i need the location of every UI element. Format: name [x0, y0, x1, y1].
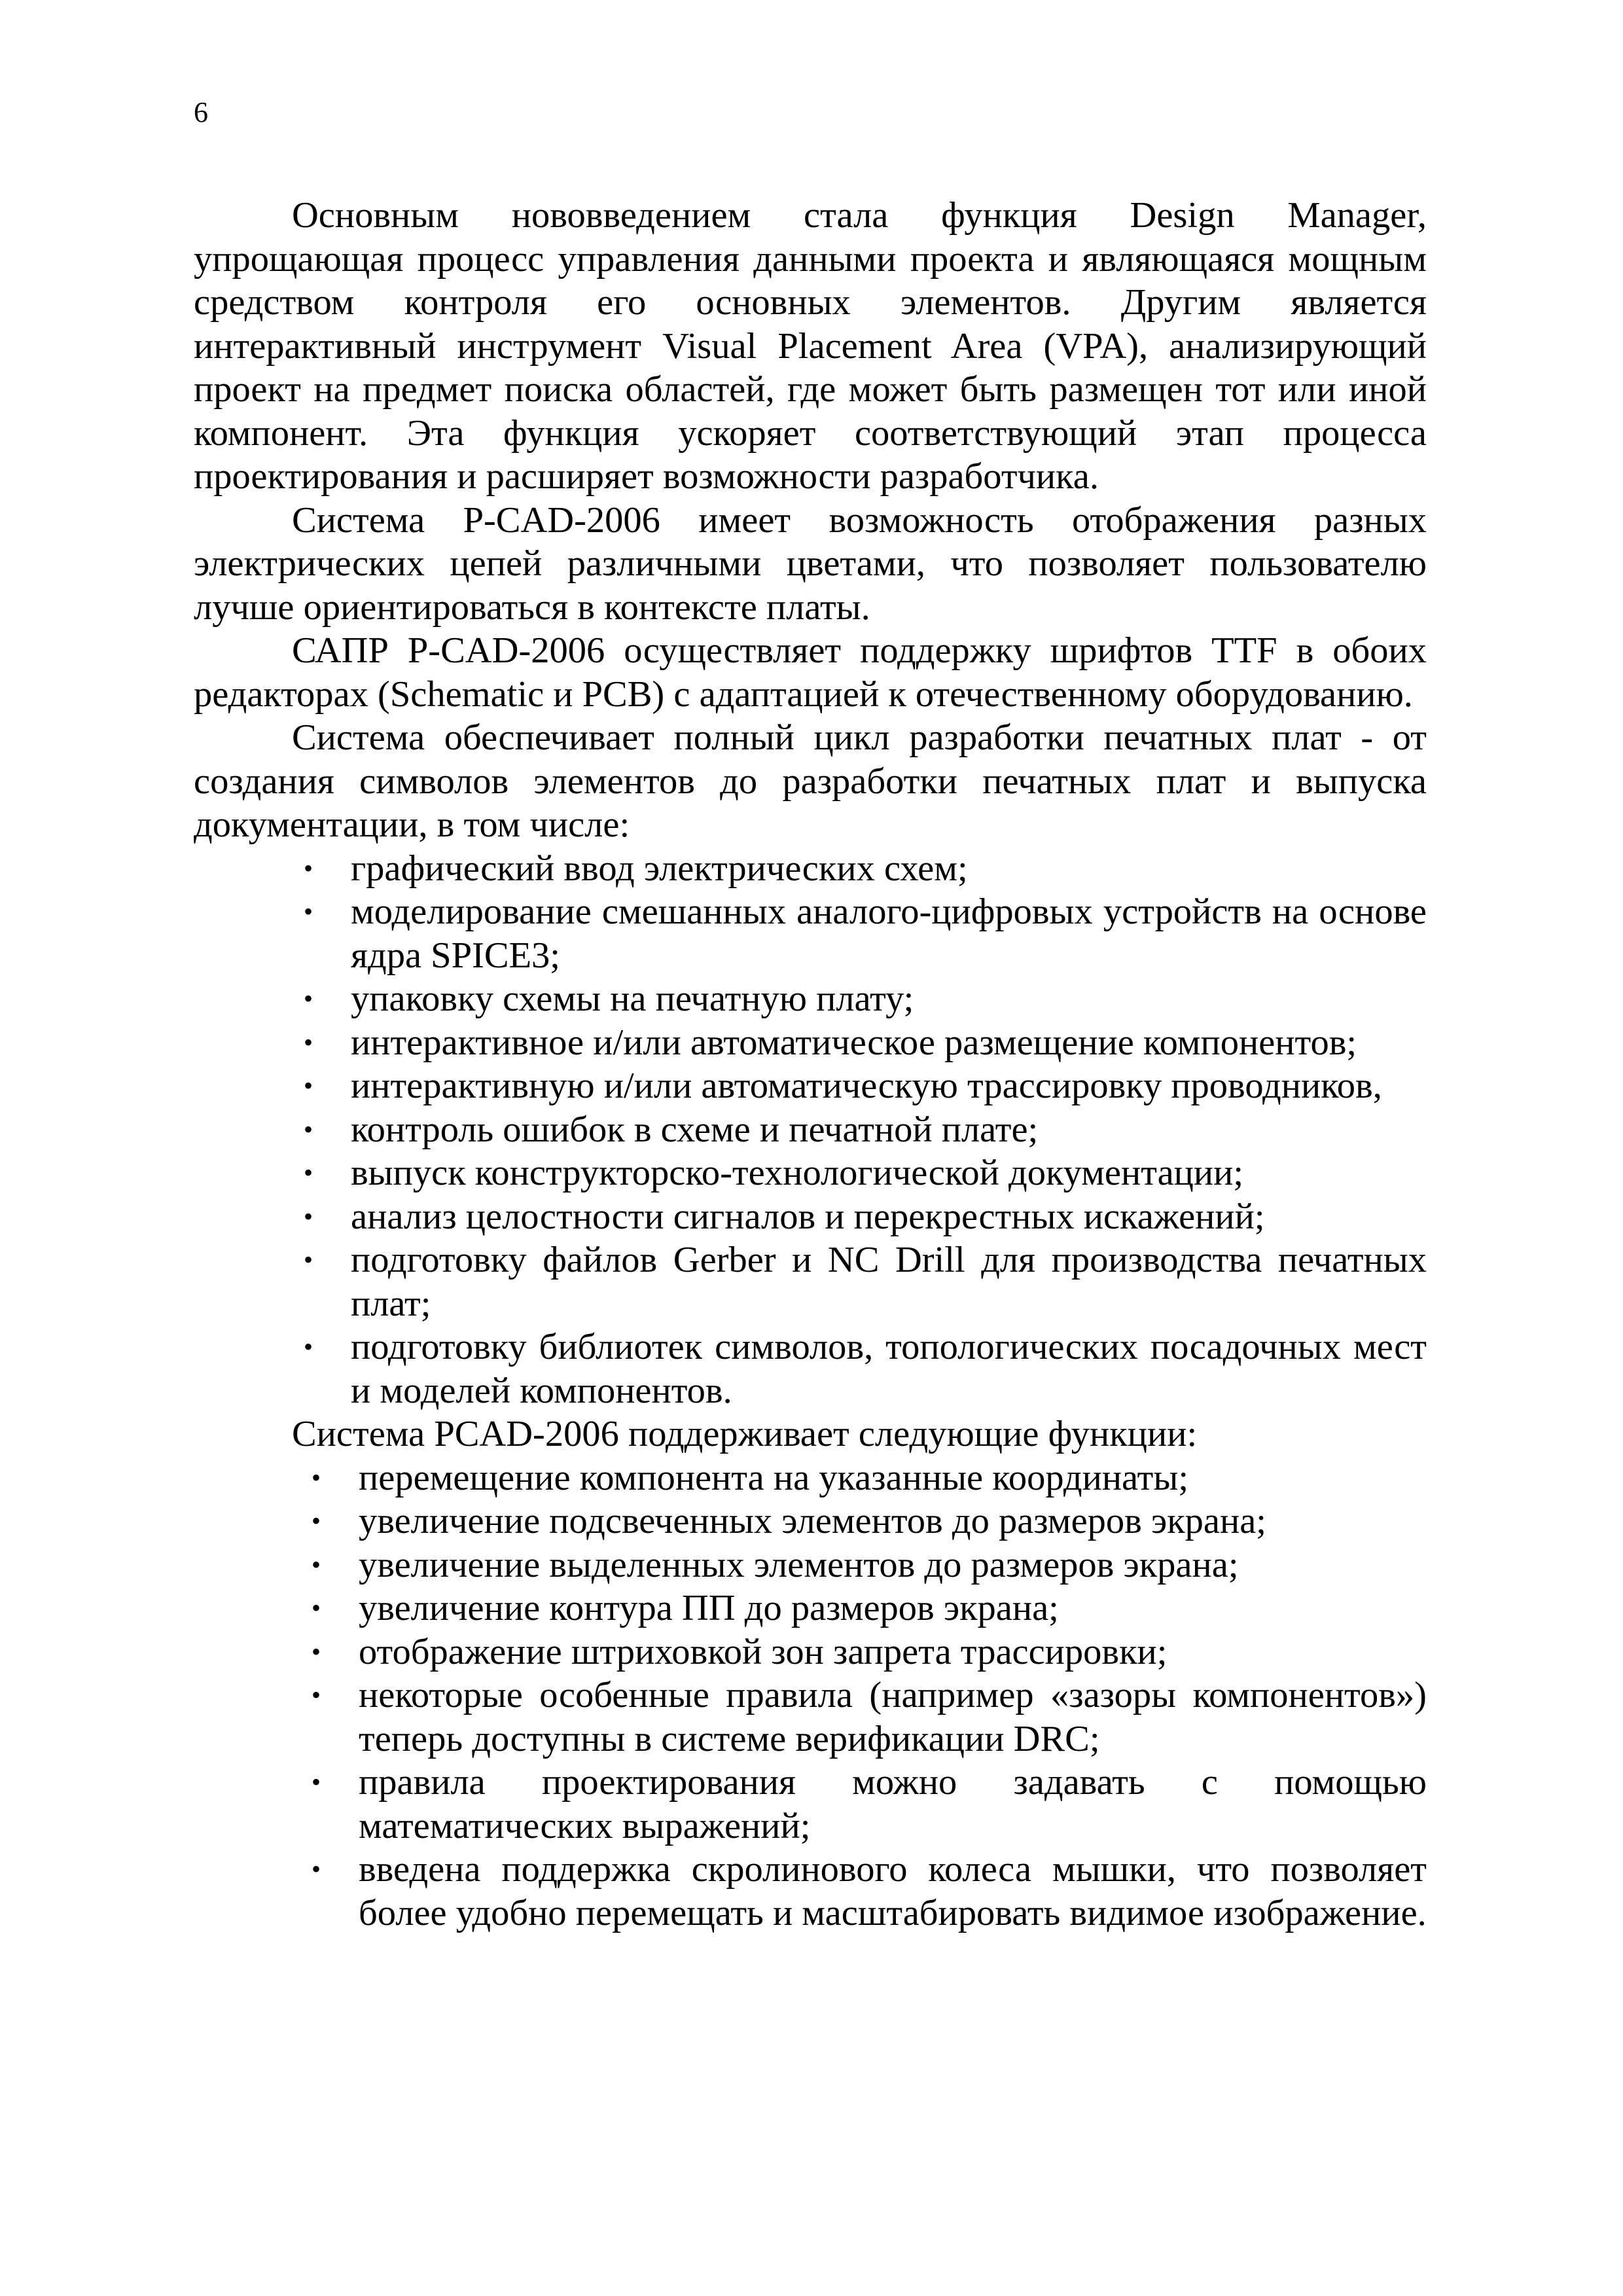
paragraph-ttf-fonts: САПР P-CAD-2006 осуществляет поддержку шрифтов TTF в обоих редакторах (Schematic и PCB) с адаптацией к отечественному оборудованию. [194, 630, 1427, 715]
bullet-icon: • [312, 1593, 321, 1623]
bullet-icon: • [312, 1854, 321, 1884]
list-item-text: моделирование смешанных аналого-цифровых устройств на основе ядра SPICE3; [351, 891, 1427, 976]
pcad-functions-list [194, 1456, 1427, 1935]
bullet-icon: • [304, 984, 313, 1013]
list-item-text: увеличение выделенных элементов до размеров экрана; [359, 1544, 1239, 1585]
bullet-icon: • [312, 1506, 321, 1535]
list-item-text: упаковку схемы на печатную плату; [351, 978, 914, 1019]
list-item-text: перемещение компонента на указанные координаты; [359, 1457, 1189, 1498]
list-item-text: подготовку библиотек символов, топологических посадочных мест и моделей компонентов. [351, 1327, 1427, 1411]
bullet-icon: • [304, 1158, 313, 1187]
paragraph-pcad-functions: Система PCAD-2006 поддерживает следующие функции: [292, 1414, 1198, 1454]
bullet-icon: • [312, 1549, 321, 1579]
list-item [194, 1108, 1427, 1152]
list-item-text: отображение штриховкой зон запрета трассировки; [359, 1631, 1168, 1672]
list-item [194, 1674, 1427, 1761]
list-item [194, 1064, 1427, 1108]
bullet-icon: • [304, 1027, 313, 1057]
list-item-text: правила проектирования можно задавать с помощью математических выражений; [359, 1762, 1427, 1846]
design-cycle-list [194, 847, 1427, 1413]
bullet-icon: • [304, 853, 313, 883]
list-item [194, 1848, 1427, 1935]
list-item-text: некоторые особенные правила (например «зазоры компонентов») теперь доступны в системе верификации DRC; [359, 1675, 1427, 1759]
bullet-icon: • [304, 1332, 313, 1361]
list-item-text: подготовку файлов Gerber и NC Drill для производства печатных плат; [351, 1240, 1427, 1324]
list-item [194, 1543, 1427, 1587]
bullet-icon: • [312, 1636, 321, 1666]
list-item [194, 1238, 1427, 1325]
list-item [194, 1195, 1427, 1239]
list-item [194, 1630, 1427, 1674]
list-item [194, 1499, 1427, 1543]
list-item [194, 890, 1427, 977]
list-item-text: контроль ошибок в схеме и печатной плате; [351, 1109, 1039, 1150]
list-item [194, 1325, 1427, 1412]
list-item [194, 1587, 1427, 1630]
paragraph-net-colors: Система P-CAD-2006 имеет возможность отображения разных электрических цепей различными цветами, что позволяет пользователю лучше ориентироваться в контексте платы. [194, 499, 1427, 628]
list-item-text: увеличение контура ПП до размеров экрана; [359, 1588, 1059, 1628]
list-item [194, 977, 1427, 1021]
list-item-text: интерактивную и/или автоматическую трассировку проводников, [351, 1066, 1382, 1106]
list-item [194, 1021, 1427, 1065]
page-number: 6 [194, 96, 208, 128]
list-item [194, 1456, 1427, 1500]
page-body [194, 194, 1427, 1935]
list-item [194, 1151, 1427, 1195]
bullet-icon: • [304, 897, 313, 926]
list-item-text: графический ввод электрических схем; [351, 848, 968, 889]
list-item-text: введена поддержка скролинового колеса мышки, что позволяет более удобно перемещать и масштабировать видимое изображение. [359, 1849, 1427, 1933]
bullet-icon: • [304, 1201, 313, 1231]
list-item [194, 847, 1427, 891]
paragraph-design-cycle: Система обеспечивает полный цикл разработки печатных плат - от создания символов элементов до разработки печатных плат и выпуска документации, в том числе: [194, 717, 1427, 845]
paragraph-design-manager: Основным нововведением стала функция Design Manager, упрощающая процесс управления данными проекта и являющаяся мощным средством контроля его основных элементов. Другим является интерактивный инструмент Visual Placement Area (VPA), анализирующий проект на предмет поиска областей, где может быть размещен тот или иной компонент. Эта функция ускоряет соответствующий этап процесса проектирования и расширяет возможности разработчика. [194, 195, 1427, 497]
list-item-text: интерактивное и/или автоматическое размещение компонентов; [351, 1022, 1357, 1063]
bullet-icon: • [304, 1245, 313, 1274]
list-item-text: выпуск конструкторско-технологической документации; [351, 1153, 1244, 1193]
bullet-icon: • [312, 1680, 321, 1710]
bullet-icon: • [304, 1114, 313, 1144]
bullet-icon: • [312, 1462, 321, 1492]
list-item [194, 1761, 1427, 1848]
bullet-icon: • [304, 1071, 313, 1100]
bullet-icon: • [312, 1767, 321, 1797]
list-item-text: увеличение подсвеченных элементов до размеров экрана; [359, 1501, 1266, 1541]
list-item-text: анализ целостности сигналов и перекрестных искажений; [351, 1196, 1265, 1237]
